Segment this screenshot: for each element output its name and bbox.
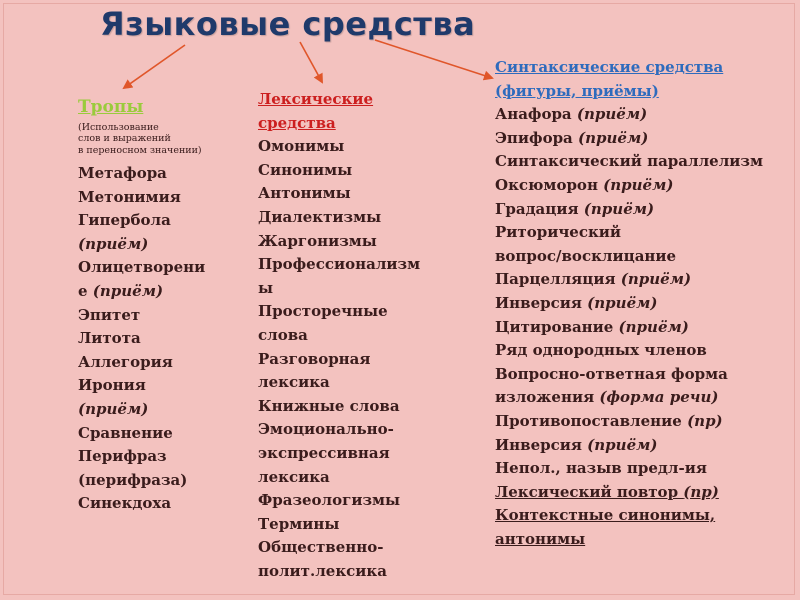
syntactic-item-text: Противопоставление <box>495 411 688 430</box>
lexical-column <box>258 88 428 583</box>
trope-item <box>78 162 253 186</box>
syntactic-item-text: Вопросно-ответная форма <box>495 364 728 383</box>
syntactic-item <box>495 386 795 410</box>
lexical-item-text: Жаргонизмы <box>258 231 377 250</box>
trope-item <box>78 445 253 469</box>
trope-item-text: Олицетворени <box>78 258 206 277</box>
syntactic-item-text: Инверсия <box>495 293 588 312</box>
syntactic-item-qualifier: (приём) <box>587 293 658 312</box>
syntactic-item-qualifier: (приём) <box>583 199 655 218</box>
trope-item-text: Метонимия <box>78 187 181 206</box>
lexical-item-text: Разговорная <box>258 349 371 368</box>
trope-item-text: Метафора <box>78 164 167 183</box>
syntactic-item-qualifier: (пр) <box>687 411 723 430</box>
lexical-item <box>258 206 428 230</box>
syntactic-item <box>495 198 795 222</box>
trope-item <box>78 256 253 280</box>
syntactic-item-underlined-text: Лексический повтор <box>495 482 684 501</box>
tropes-note-line: слов и выражений <box>78 133 171 145</box>
lexical-item-text: Антонимы <box>258 184 351 203</box>
lexical-item <box>258 182 428 206</box>
trope-item-qualifier: (приём) <box>78 234 149 253</box>
lexical-item-text: экспрессивная <box>258 443 390 462</box>
lexical-item <box>258 348 428 372</box>
trope-item <box>78 327 253 351</box>
arrow-to-tropes <box>124 45 185 88</box>
arrow-to-lexical <box>300 42 322 82</box>
tropes-note-line: в переносном значении) <box>78 144 202 156</box>
lexical-item <box>258 489 428 513</box>
lexical-item <box>258 135 428 159</box>
trope-item-text: Аллегория <box>78 352 173 371</box>
syntactic-item-text: изложения <box>495 388 600 407</box>
trope-item <box>78 492 253 516</box>
lexical-item <box>258 300 428 324</box>
lexical-item <box>258 513 428 537</box>
lexical-item-text: лексика <box>258 373 330 392</box>
syntactic-item <box>495 457 795 481</box>
arrow-to-syntactic <box>375 40 492 78</box>
lexical-list <box>258 135 428 583</box>
tropes-column <box>78 96 253 516</box>
trope-item-text: Сравнение <box>78 423 173 442</box>
lexical-item-text: Эмоционально- <box>258 420 394 439</box>
syntactic-item-text: Риторический <box>495 223 622 242</box>
trope-item-text: Перифраз <box>78 447 167 466</box>
syntactic-item <box>495 127 795 151</box>
syntactic-item-text: Градация <box>495 199 584 218</box>
syntactic-item-text: Парцелляция <box>495 270 621 289</box>
trope-item <box>78 351 253 375</box>
lexical-item <box>258 560 428 584</box>
lexical-item-text: Термины <box>258 514 340 533</box>
trope-item <box>78 374 253 398</box>
syntactic-item <box>495 174 795 198</box>
syntactic-item-underlined-qualifier: (пр) <box>683 482 719 501</box>
syntactic-item-text: Оксюморон <box>495 175 604 194</box>
syntactic-item <box>495 410 795 434</box>
syntactic-item <box>495 339 795 363</box>
trope-item-qualifier: (приём) <box>78 400 149 419</box>
syntactic-item-qualifier: (приём) <box>578 128 649 147</box>
lexical-item <box>258 230 428 254</box>
syntactic-item-text: Непол., назыв предл-ия <box>495 459 707 478</box>
lexical-item <box>258 395 428 419</box>
trope-item <box>78 209 253 233</box>
syntactic-item-text: Синтаксический параллелизм <box>495 152 764 171</box>
tropes-note-line: (Использование <box>78 121 159 133</box>
lexical-item <box>258 324 428 348</box>
lexical-item-text: Диалектизмы <box>258 207 382 226</box>
syntactic-item <box>495 150 795 174</box>
syntactic-item-qualifier: (приём) <box>587 435 658 454</box>
trope-item-text: Литота <box>78 329 141 348</box>
trope-item-text: Эпитет <box>78 305 141 324</box>
lexical-item <box>258 418 428 442</box>
syntactic-item-text: Инверсия <box>495 435 588 454</box>
syntactic-item-qualifier: (приём) <box>576 105 648 124</box>
syntactic-column <box>495 56 795 551</box>
syntactic-item-qualifier: (форма речи) <box>599 388 719 407</box>
syntactic-heading-line: Синтаксические средства <box>495 58 724 76</box>
syntactic-item-underlined <box>495 528 795 552</box>
trope-item <box>78 186 253 210</box>
lexical-item-text: лексика <box>258 467 330 486</box>
syntactic-item <box>495 292 795 316</box>
trope-item <box>78 422 253 446</box>
lexical-item-text: Омонимы <box>258 137 345 156</box>
lexical-item-text: Просторечные <box>258 302 388 321</box>
lexical-item <box>258 442 428 466</box>
trope-item <box>78 280 253 304</box>
slide-title: Языковые средства <box>100 5 476 43</box>
lexical-item <box>258 371 428 395</box>
trope-item-text: (перифраза) <box>78 470 188 489</box>
lexical-item <box>258 159 428 183</box>
syntactic-item <box>495 245 795 269</box>
syntactic-item <box>495 221 795 245</box>
syntactic-item-text: вопрос/восклицание <box>495 246 677 265</box>
syntactic-item-qualifier: (приём) <box>603 175 674 194</box>
lexical-heading-line: Лексические <box>258 90 374 108</box>
lexical-item-text: ы <box>258 278 274 297</box>
lexical-item-text: Фразеологизмы <box>258 491 401 510</box>
syntactic-item-qualifier: (приём) <box>620 270 692 289</box>
syntactic-item-underlined <box>495 481 795 505</box>
tropes-heading: Тропы <box>78 97 144 117</box>
tropes-note <box>78 122 253 157</box>
lexical-item-text: Книжные слова <box>258 396 400 415</box>
lexical-item-text: Синонимы <box>258 160 353 179</box>
syntactic-item-text: Анафора <box>495 105 577 124</box>
lexical-item <box>258 536 428 560</box>
syntactic-item-underlined-text: антонимы <box>495 529 586 548</box>
lexical-item-text: Профессионализм <box>258 255 421 274</box>
syntactic-item-underlined <box>495 504 795 528</box>
syntactic-item <box>495 268 795 292</box>
trope-item <box>78 233 253 257</box>
syntactic-item <box>495 316 795 340</box>
syntactic-item-text: Эпифора <box>495 128 578 147</box>
syntactic-list <box>495 103 795 551</box>
trope-item <box>78 304 253 328</box>
lexical-heading-line: средства <box>258 113 336 132</box>
syntactic-item <box>495 363 795 387</box>
syntactic-item-underlined-text: Контекстные синонимы, <box>495 506 716 525</box>
syntactic-item-text: Цитирование <box>495 317 619 336</box>
syntactic-item <box>495 434 795 458</box>
syntactic-heading-line: (фигуры, приёмы) <box>495 81 659 100</box>
syntactic-item-qualifier: (приём) <box>618 317 689 336</box>
tropes-list <box>78 162 253 516</box>
trope-item <box>78 398 253 422</box>
lexical-item-text: полит.лексика <box>258 561 387 580</box>
trope-item-text: Ирония <box>78 376 146 395</box>
lexical-item <box>258 253 428 277</box>
trope-item-qualifier: (приём) <box>92 282 164 301</box>
trope-item-text: Синекдоха <box>78 494 172 513</box>
syntactic-item <box>495 103 795 127</box>
trope-item-text: е <box>78 282 93 301</box>
syntactic-item-text: Ряд однородных членов <box>495 341 707 360</box>
lexical-item-text: Общественно- <box>258 538 384 557</box>
lexical-item <box>258 277 428 301</box>
lexical-item-text: слова <box>258 325 308 344</box>
lexical-item <box>258 466 428 490</box>
trope-item <box>78 469 253 493</box>
trope-item-text: Гипербола <box>78 211 171 230</box>
